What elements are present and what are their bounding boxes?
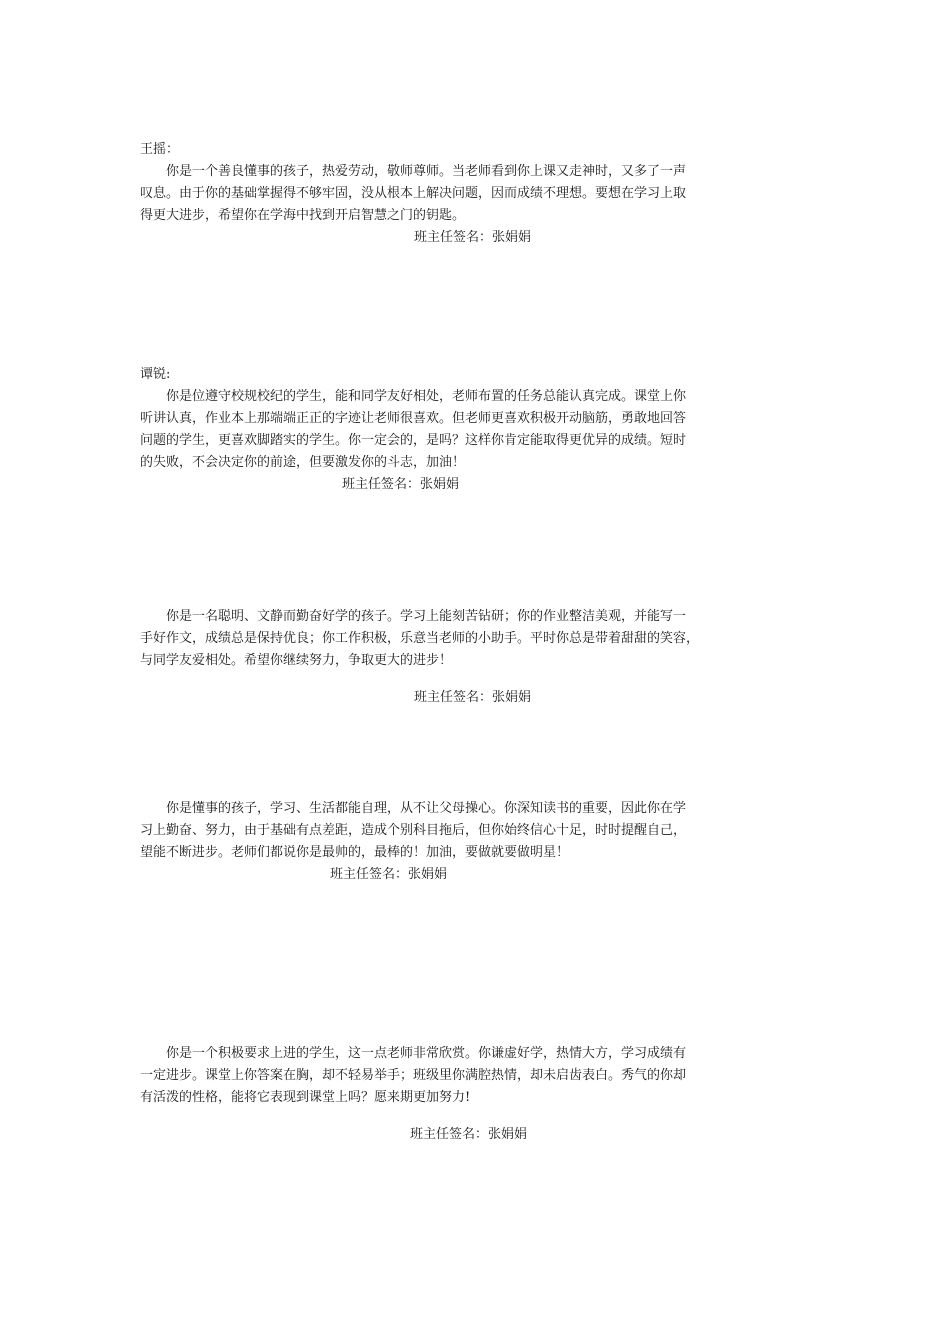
comment-line: 与同学友爱相处。希望你继续努力，争取更大的进步！ (140, 653, 453, 668)
comment-line: 一定进步。课堂上你答案在胸，却不轻易举手；班级里你满腔热情，却未启齿表白。秀气的你却 (140, 1068, 687, 1083)
comment-line: 有活泼的性格，能将它表现到课堂上吗？愿来期更加努力! (140, 1090, 471, 1105)
comment-line: 听讲认真，作业本上那端端正正的字迹让老师很喜欢。但老师更喜欢积极开动脑筋，勇敢地回答 (140, 411, 687, 426)
teacher-signature: 班主任签名：张娟娟 (330, 867, 448, 882)
comment-block (140, 1043, 756, 1109)
comment-line: 习上勤奋、努力，由于基础有点差距，造成个别科目拖后，但你始终信心十足，时时提醒自己， (140, 823, 687, 838)
comment-block (140, 606, 756, 672)
teacher-signature: 班主任签名：张娟娟 (414, 230, 532, 245)
comment-line: 的失败，不会决定你的前途，但要激发你的斗志，加油！ (140, 455, 466, 470)
comment-block (140, 139, 756, 227)
comment-block (140, 798, 756, 864)
comment-line: 手好作文，成绩总是保持优良；你工作积极，乐意当老师的小助手。平时你总是带着甜甜的笑容， (140, 631, 700, 646)
student-name: 谭锐: (140, 367, 171, 382)
comment-line: 你是位遵守校规校纪的学生，能和同学友好相处，老师布置的任务总能认真完成。课堂上你 (166, 389, 687, 404)
comment-line: 你是一个善良懂事的孩子，热爱劳动，敬师尊师。当老师看到你上课又走神时，又多了一声 (166, 164, 687, 179)
comment-line: 你是懂事的孩子，学习、生活都能自理，从不让父母操心。你深知读书的重要，因此你在学 (166, 801, 687, 816)
comment-line: 得更大进步，希望你在学海中找到开启智慧之门的钥匙。 (140, 208, 466, 223)
comment-line: 问题的学生，更喜欢脚踏实的学生。你一定会的，是吗？这样你肯定能取得更优异的成绩。短时 (140, 433, 687, 448)
comment-line: 你是一个积极要求上进的学生，这一点老师非常欣赏。你谦虚好学，热情大方，学习成绩有 (166, 1046, 687, 1061)
teacher-signature: 班主任签名：张娟娟 (414, 690, 532, 705)
student-name: 王摇： (140, 142, 180, 157)
teacher-signature: 班主任签名：张娟娟 (342, 477, 460, 492)
comment-block (140, 364, 756, 474)
teacher-signature: 班主任签名：张娟娟 (410, 1127, 528, 1142)
comment-line: 望能不断进步。老师们都说你是最帅的，最棒的！加油，要做就要做明星！ (140, 845, 570, 860)
comment-line: 叹息。由于你的基础掌握得不够牢固，没从根本上解决问题，因而成绩不理想。要想在学习上取 (140, 186, 687, 201)
comment-line: 你是一名聪明、文静而勤奋好学的孩子。学习上能刻苦钻研；你的作业整洁美观，并能写一 (166, 609, 687, 624)
